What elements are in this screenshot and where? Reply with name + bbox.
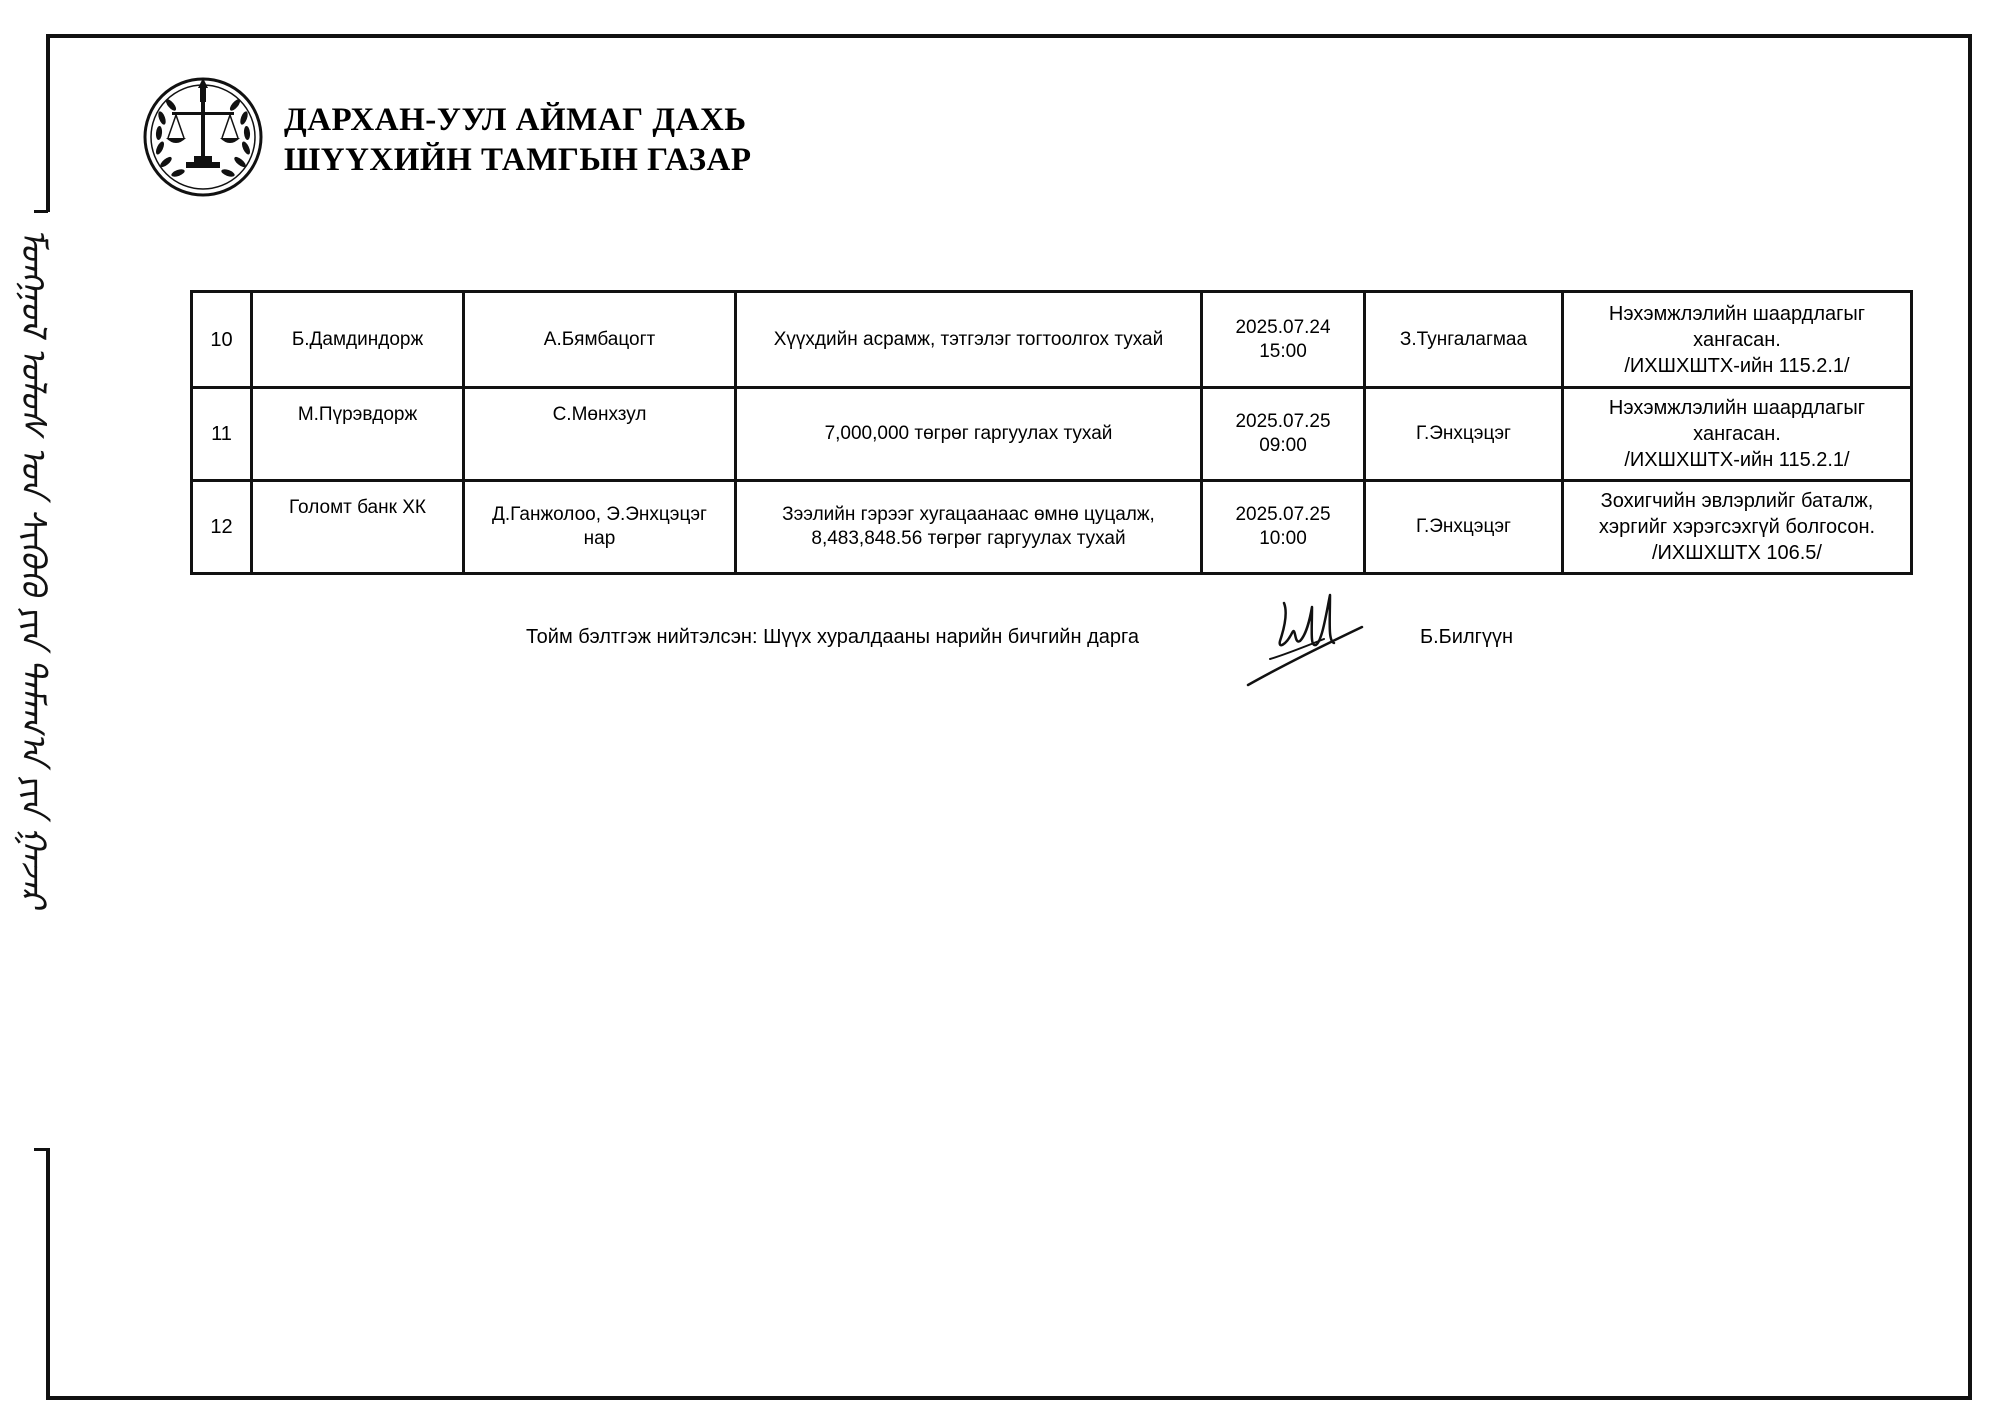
hearing-date: 2025.07.25 bbox=[1235, 504, 1331, 525]
subject-cell bbox=[736, 481, 1202, 574]
case-number: 10 bbox=[192, 292, 252, 388]
defendant-cell bbox=[464, 481, 736, 574]
org-title-line1: ДАРХАН-УУЛ АЙМАГ ДАХЬ bbox=[284, 102, 747, 138]
judge-cell: З.Тунгалагмаа bbox=[1365, 292, 1563, 388]
hearing-time: 15:00 bbox=[1259, 340, 1307, 362]
result-cell bbox=[1563, 481, 1912, 574]
hearing-date: 2025.07.25 bbox=[1235, 411, 1331, 432]
frame-stub-bottom bbox=[34, 1148, 48, 1151]
result-line: Зохигчийн эвлэрлийг баталж, bbox=[1600, 490, 1874, 512]
judge-cell: Г.Энхцэцэг bbox=[1365, 388, 1563, 481]
plaintiff-cell: Голомт банк ХК bbox=[252, 481, 464, 574]
subject-line: Зээлийн гэрээг хугацаанаас өмнө цуцалж, bbox=[782, 504, 1155, 525]
datetime-cell bbox=[1202, 481, 1365, 574]
datetime-cell bbox=[1202, 292, 1365, 388]
defendant-cell: А.Бямбацогт bbox=[464, 292, 736, 388]
subject-cell: Хүүхдийн асрамж, тэтгэлэг тогтоолгох тухай bbox=[736, 292, 1202, 388]
result-line: /ИХШХШТХ-ийн 115.2.1/ bbox=[1624, 449, 1850, 471]
table-row bbox=[192, 481, 1912, 574]
frame-border-left-upper bbox=[46, 34, 50, 212]
court-emblem-icon bbox=[138, 72, 268, 202]
result-line: /ИХШХШТХ-ийн 115.2.1/ bbox=[1624, 354, 1850, 377]
org-title-line2: ШҮҮХИЙН ТАМГЫН ГАЗАР bbox=[284, 142, 752, 178]
defendant-line: нар bbox=[583, 528, 616, 549]
org-title bbox=[284, 100, 751, 180]
hearing-date: 2025.07.24 bbox=[1235, 316, 1331, 338]
result-line: /ИХШХШТХ 106.5/ bbox=[1652, 542, 1822, 564]
frame-border-top bbox=[46, 34, 1972, 38]
table-row bbox=[192, 292, 1912, 388]
datetime-cell bbox=[1202, 388, 1365, 481]
hearing-time: 09:00 bbox=[1259, 435, 1307, 456]
result-line: хангасан. bbox=[1693, 423, 1781, 445]
result-line: Нэхэмжлэлийн шаардлагыг bbox=[1608, 397, 1866, 419]
subject-cell: 7,000,000 төгрөг гаргуулах тухай bbox=[736, 388, 1202, 481]
plaintiff-cell: Б.Дамдиндорж bbox=[252, 292, 464, 388]
result-line: Нэхэмжлэлийн шаардлагыг bbox=[1608, 302, 1866, 325]
case-number: 12 bbox=[192, 481, 252, 574]
frame-border-left-lower bbox=[46, 1148, 50, 1400]
plaintiff-cell: М.Пүрэвдорж bbox=[252, 388, 464, 481]
case-number: 11 bbox=[192, 388, 252, 481]
court-cases-table bbox=[190, 290, 1913, 575]
subject-line: 8,483,848.56 төгрөг гаргуулах тухай bbox=[811, 528, 1126, 549]
vertical-mongolian-text bbox=[13, 228, 72, 1138]
signature-icon bbox=[1240, 585, 1370, 695]
signer-name: Б.Билгүүн bbox=[1420, 626, 1513, 648]
defendant-line: Д.Ганжолоо, Э.Энхцэцэг bbox=[492, 504, 707, 525]
hearing-time: 10:00 bbox=[1259, 528, 1307, 549]
table-row bbox=[192, 388, 1912, 481]
result-cell bbox=[1563, 388, 1912, 481]
frame-border-right bbox=[1968, 34, 1972, 1400]
defendant-cell: С.Мөнхзул bbox=[464, 388, 736, 481]
prepared-by-text: Тойм бэлтгэж нийтэлсэн: Шүүх хуралдааны нарийн бичгийн дарга bbox=[526, 626, 1139, 648]
result-line: хэргийг хэрэгсэхгүй болгосон. bbox=[1598, 516, 1876, 538]
judge-cell: Г.Энхцэцэг bbox=[1365, 481, 1563, 574]
result-line: хангасан. bbox=[1693, 328, 1781, 351]
vertical-mongolian-label: ᠮᠣᠩᠭᠣᠯ ᠤᠯᠤᠰ ᠤᠨ ᠰᠢᠭᠦᠬᠦ ᠶᠢᠨ ᠲᠠᠮᠠᠭ᠎ᠠ ᠶᠢᠨ ᠭᠠᠵᠠᠷ bbox=[13, 228, 53, 908]
result-cell bbox=[1563, 292, 1912, 388]
frame-border-bottom bbox=[46, 1396, 1972, 1400]
frame-stub-top bbox=[34, 210, 48, 213]
